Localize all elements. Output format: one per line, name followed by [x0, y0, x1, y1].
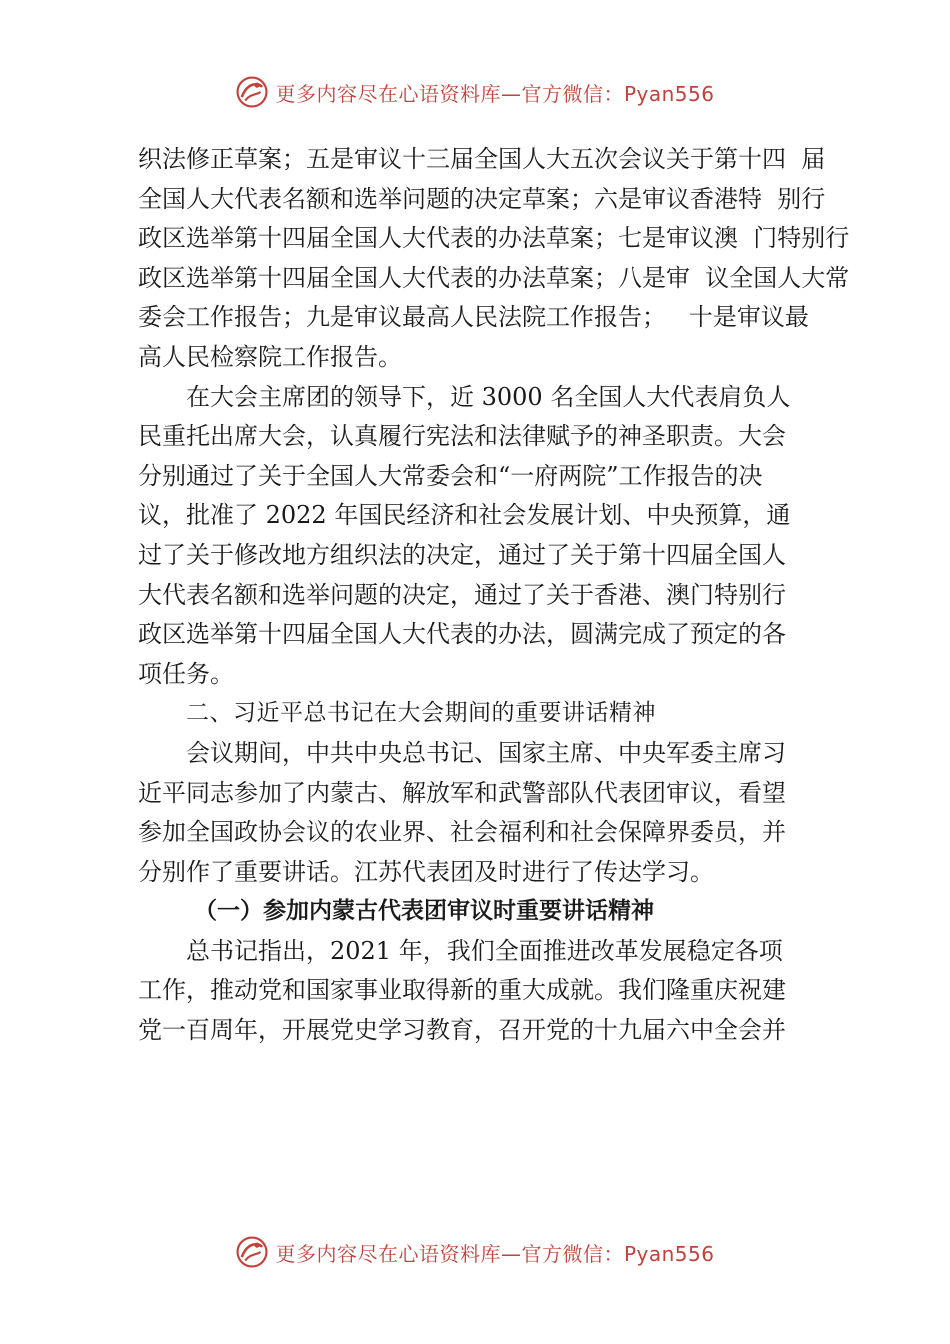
paragraph-1	[138, 140, 850, 378]
text-line: 委会工作报告；九是审议最高人民法院工作报告； 十是审议最	[138, 303, 809, 332]
text-line: 在大会主席团的领导下，近 3000 名全国人大代表肩负人	[186, 382, 791, 411]
text-line: 会议期间，中共中央总书记、国家主席、中央军委主席习	[186, 738, 786, 767]
flower-seal-logo-icon	[235, 75, 269, 109]
text-line: 工作，推动党和国家事业取得新的重大成就。我们隆重庆祝建	[138, 976, 786, 1005]
text-line: 项任务。	[138, 659, 234, 688]
text-line: 过了关于修改地方组织法的决定，通过了关于第十四届全国人	[138, 540, 786, 569]
text-line: 党一百周年，开展党史学习教育，召开党的十九届六中全会并	[138, 1016, 786, 1045]
watermark-text: 更多内容尽在心语资料库—官方微信：Pyan556	[275, 1241, 715, 1266]
header-watermark	[0, 72, 950, 112]
text-line: 议，批准了 2022 年国民经济和社会发展计划、中央预算，通	[138, 501, 791, 530]
watermark-text: 更多内容尽在心语资料库—官方微信：Pyan556	[275, 81, 715, 106]
document-body	[138, 140, 850, 1051]
text-line: 政区选举第十四届全国人大代表的办法草案；七是审议澳 门特别行	[138, 224, 850, 253]
text-line: 大代表名额和选举问题的决定，通过了关于香港、澳门特别行	[138, 580, 786, 609]
text-line: 分别作了重要讲话。江苏代表团及时进行了传达学习。	[138, 857, 714, 886]
flower-seal-logo-icon	[235, 1235, 269, 1269]
text-line: 全国人大代表名额和选举问题的决定草案；六是审议香港特 别行	[138, 184, 826, 213]
text-line: 政区选举第十四届全国人大代表的办法，圆满完成了预定的各	[138, 620, 786, 649]
paragraph-2	[138, 378, 838, 695]
subsection-heading: （一）参加内蒙古代表团审议时重要讲话精神	[194, 898, 654, 925]
text-line: 总书记指出，2021 年，我们全面推进改革发展稳定各项	[186, 936, 783, 965]
text-line: 政区选举第十四届全国人大代表的办法草案；八是审 议全国人大常	[138, 263, 850, 292]
text-line: 织法修正草案；五是审议十三届全国人大五次会议关于第十四 届	[138, 145, 826, 173]
paragraph-4	[138, 932, 838, 1051]
text-line: 近平同志参加了内蒙古、解放军和武警部队代表团审议，看望	[138, 778, 786, 807]
text-line: 民重托出席大会，认真履行宪法和法律赋予的神圣职责。大会	[138, 422, 786, 451]
text-line: 分别通过了关于全国人大常委会和“一府两院”工作报告的决	[138, 461, 763, 490]
text-line: 参加全国政协会议的农业界、社会福利和社会保障界委员，并	[138, 818, 786, 847]
paragraph-3	[138, 734, 838, 892]
section-heading: 二、习近平总书记在大会期间的重要讲话精神	[186, 700, 656, 727]
footer-watermark	[0, 1232, 950, 1272]
text-line: 高人民检察院工作报告。	[138, 342, 402, 371]
